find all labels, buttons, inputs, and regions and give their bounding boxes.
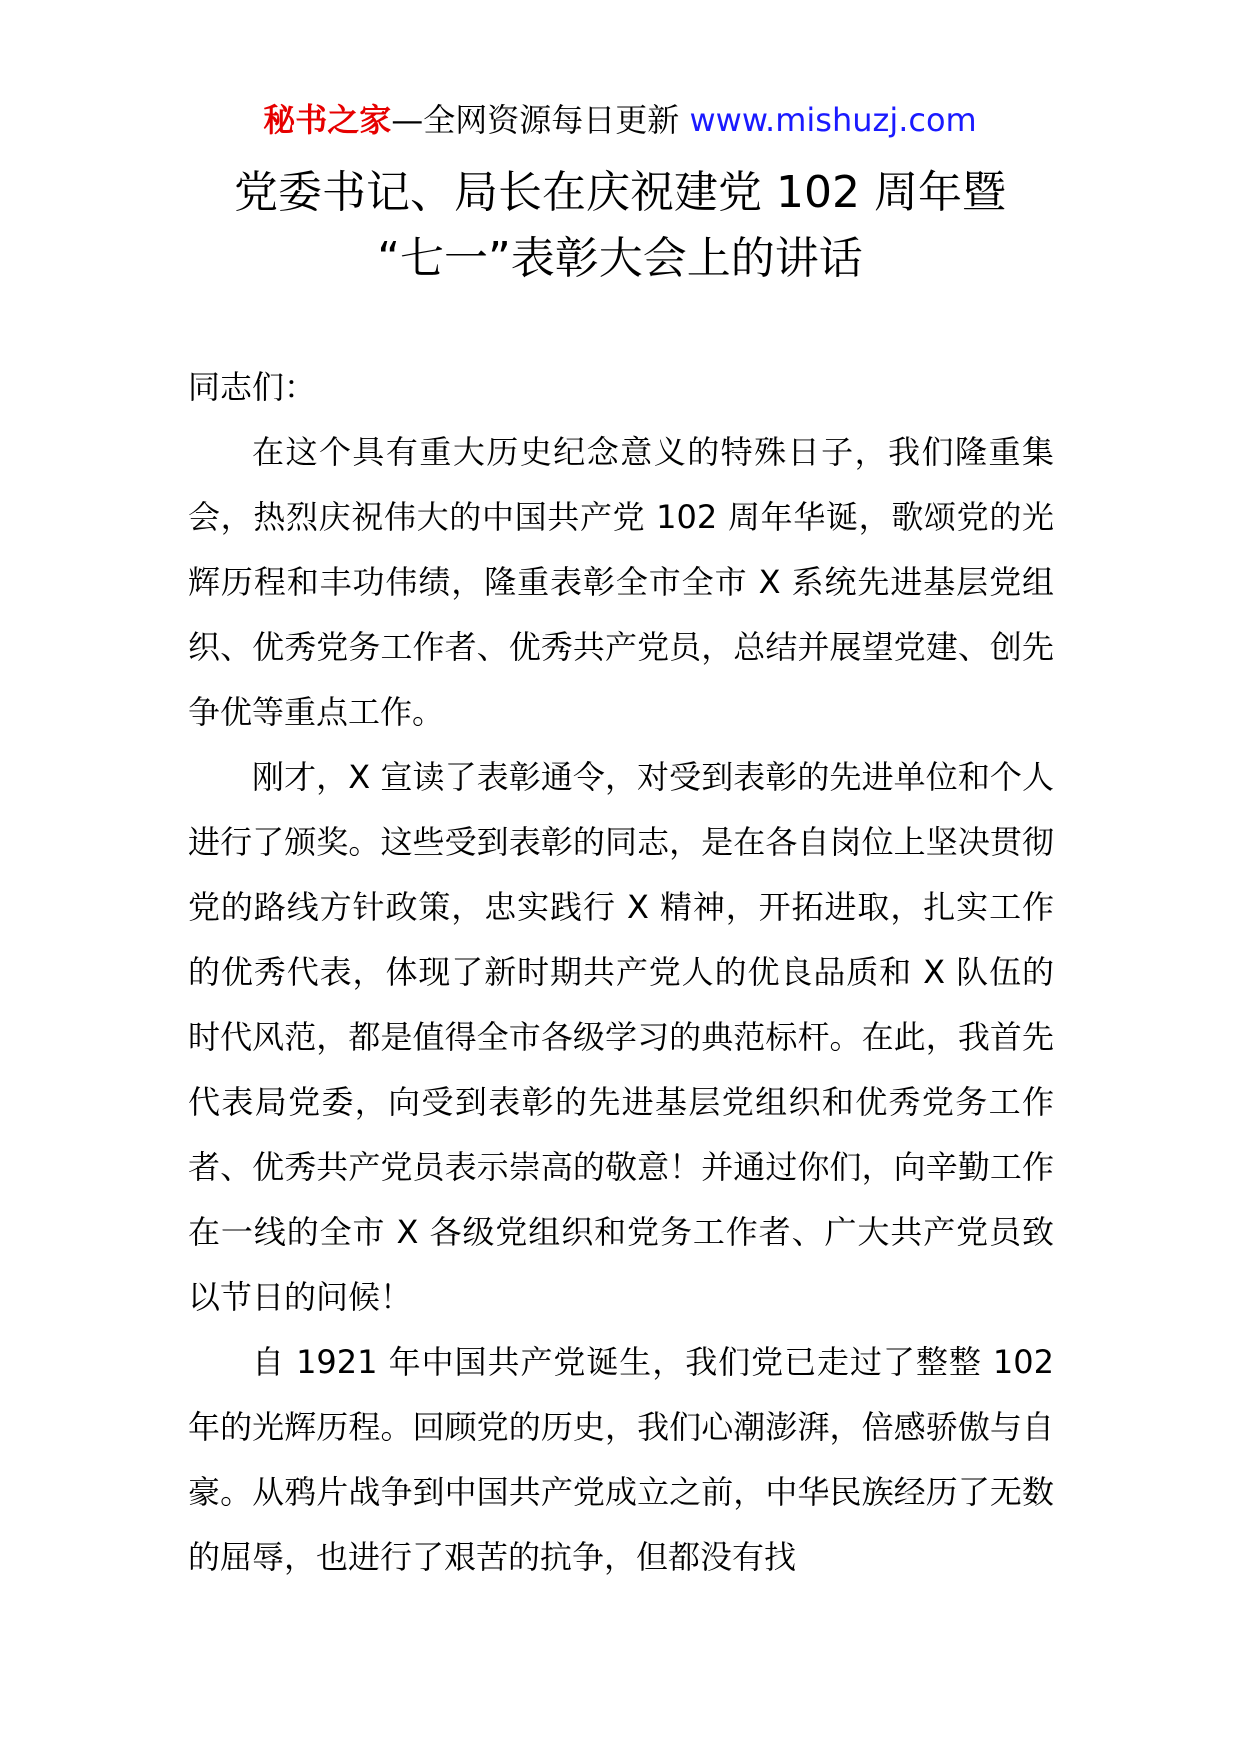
salutation: 同志们： [188, 368, 317, 406]
paragraph-3: 自 1921 年中国共产党诞生，我们党已走过了整整 102 年的光辉历程。回顾党的历史，我们心潮澎湃，倍感骄傲与自豪。从鸦片战争到中国共产党成立之前，中华民族经历了无数的屈辱，也进行了艰苦的抗争，但都没有找 [188, 1343, 1054, 1576]
brand-name: 秘书之家 [263, 101, 392, 139]
title-line-2: “七一”表彰大会上的讲话 [377, 233, 863, 284]
site-header [0, 98, 1240, 142]
paragraph-2: 刚才，X 宣读了表彰通令，对受到表彰的先进单位和个人进行了颁奖。这些受到表彰的同志，是在各自岗位上坚决贯彻党的路线方针政策，忠实践行 X 精神，开拓进取，扎实工作的优秀代表，体现了新时期共产党人的优良品质和 X 队伍的时代风范，都是值得全市各级学习的典范标杆。在此，我首先代表局党委，向受到表彰的先进基层党组织和优秀党务工作者、优秀共产党员表示崇高的敬意！并通过你们，向辛勤工作在一线的全市 X 各级党组织和党务工作者、广大共产党员致以节日的问候！ [188, 758, 1054, 1316]
document-title [0, 160, 1240, 292]
paragraph-1: 在这个具有重大历史纪念意义的特殊日子，我们隆重集会，热烈庆祝伟大的中国共产党 102 周年华诞，歌颂党的光辉历程和丰功伟绩，隆重表彰全市全市 X 系统先进基层党组织、优秀党务工作者、优秀共产党员，总结并展望党建、创先争优等重点工作。 [188, 433, 1054, 731]
header-tagline: —全网资源每日更新 [391, 101, 690, 139]
title-line-1: 党委书记、局长在庆祝建党 102 周年暨 [234, 167, 1006, 218]
site-url-link[interactable]: www.mishuzj.com [689, 101, 977, 139]
document-body [188, 355, 1054, 1590]
